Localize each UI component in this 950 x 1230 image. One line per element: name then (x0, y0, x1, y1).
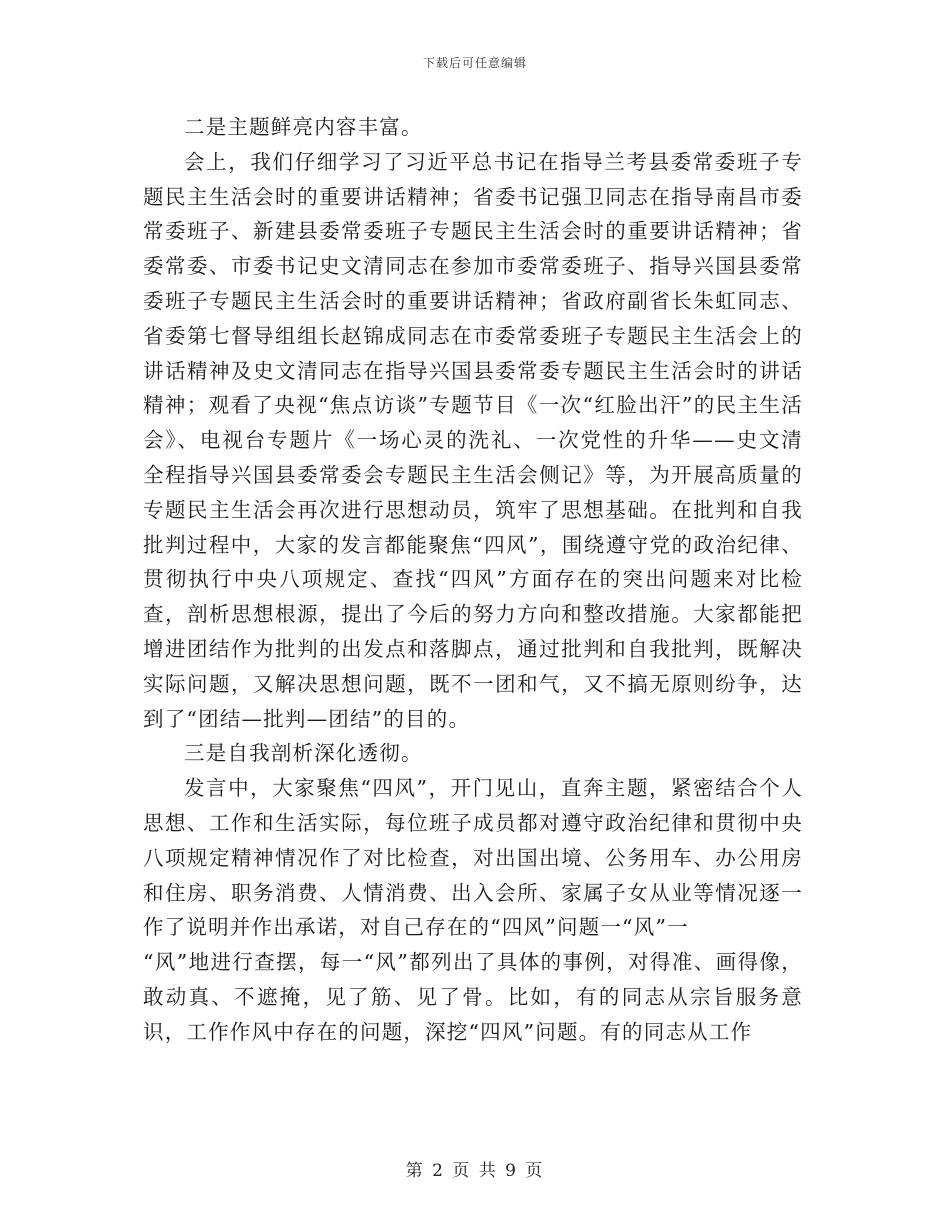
paragraph-body: 发言中，大家聚焦“四风”，开门见山，直奔主题，紧密结合个人思想、工作和生活实际，每位班子成员都对遵守政治纪律和贯彻中央八项规定精神情况作了对比检查，对出国出境、公务用车、办公用房和住房、职务消费、人情消费、出入会所、家属子女从业等情况逐一作了说明并作出承诺，对自己存在的“四风”问题一“风”一 (143, 776, 803, 940)
page-header-note: 下载后可任意编辑 (422, 56, 527, 70)
paragraph-heading-2: 二是主题鲜亮内容丰富。 (184, 115, 423, 139)
document-body (143, 110, 803, 1050)
paragraph-body-continued: “风”地进行查摆，每一“风”都列出了具体的事例，对得准、画得像，敢动真、不遮掩，见了筋、见了骨。比如，有的同志从宗旨服务意识，工作作风中存在的问题，深挖“四风”问题。有的同志从工作 (143, 950, 803, 1044)
paragraph-body: 会上，我们仔细学习了习近平总书记在指导兰考县委常委班子专题民主生活会时的重要讲话精神；省委书记强卫同志在指导南昌市委常委班子、新建县委常委班子专题民主生活会时的重要讲话精神；省委常委、市委书记史文清同志在参加市委常委班子、指导兴国县委常委班子专题民主生活会时的重要讲话精神；省政府副省长朱虹同志、省委第七督导组组长赵锦成同志在市委常委班子专题民主生活会上的讲话精神及史文清同志在指导兴国县委常委专题民主生活会时的讲话精神；观看了央视“焦点访谈”专题节目《一次“红脸出汗”的民主生活会》、电视台专题片《一场心灵的洗礼、一次党性的升华——史文清全程指导兴国县委常委会专题民主生活会侧记》等，为开展高质量的专题民主生活会再次进行思想动员，筑牢了思想基础。在批判和自我批判过程中，大家的发言都能聚焦“四风”，围绕遵守党的政治纪律、贯彻执行中央八项规定、查找“四风”方面存在的突出问题来对比检查，剖析思想根源，提出了今后的努力方向和整改措施。大家都能把增进团结作为批判的出发点和落脚点，通过批判和自我批判，既解决实际问题，又解决思想问题，既不一团和气，又不搞无原则纷争，达到了“团结—批判—团结”的目的。 (143, 149, 803, 731)
page-number-footer: 第 2 页 共 9 页 (405, 1161, 545, 1181)
paragraph-heading-3: 三是自我剖析深化透彻。 (184, 741, 423, 766)
